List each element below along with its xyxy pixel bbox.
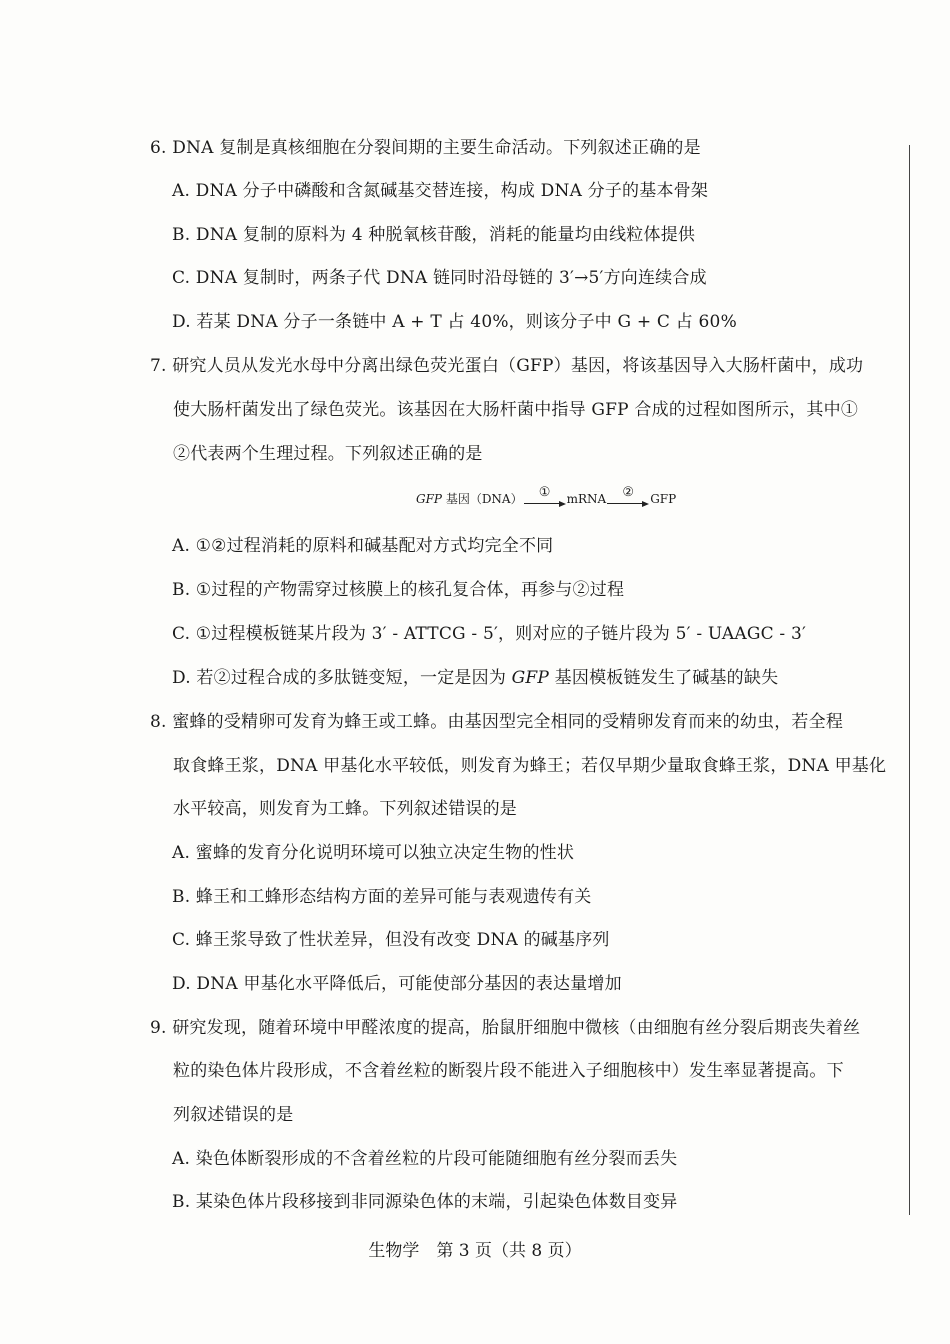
q7-stem-line1: 7. 研究人员从发光水母中分离出绿色荧光蛋白（GFP）基因，将该基因导入大肠杆菌中，成功 <box>150 356 864 376</box>
q6-option-d: D. 若某 DNA 分子一条链中 A + T 占 40%，则该分子中 G + C 占 60% <box>172 312 737 332</box>
q7-process-diagram <box>416 485 677 516</box>
page-footer: 生物学 第 3 页（共 8 页） <box>368 1241 582 1261</box>
formula-mrna: mRNA <box>566 492 607 506</box>
formula-arrow-2 <box>607 485 649 507</box>
q7-option-d-prefix: D. 若②过程合成的多肽链变短，一定是因为 <box>172 668 512 688</box>
q6-stem: 6. DNA 复制是真核细胞在分裂间期的主要生命活动。下列叙述正确的是 <box>150 138 701 158</box>
q8-option-d: D. DNA 甲基化水平降低后，可能使部分基因的表达量增加 <box>172 974 622 994</box>
q8-option-b: B. 蜂王和工蜂形态结构方面的差异可能与表观遗传有关 <box>172 887 592 907</box>
q9-stem-line3: 列叙述错误的是 <box>173 1105 294 1125</box>
q7-stem-line2: 使大肠杆菌发出了绿色荧光。该基因在大肠杆菌中指导 GFP 合成的过程如图所示，其中① <box>173 400 859 420</box>
q7-option-d <box>172 667 778 689</box>
q7-option-d-suffix: 基因模板链发生了碱基的缺失 <box>549 668 779 688</box>
q8-stem-line2: 取食蜂王浆，DNA 甲基化水平较低，则发育为蜂王；若仅早期少量取食蜂王浆，DNA 甲基化 <box>173 756 887 776</box>
q9-option-b: B. 某染色体片段移接到非同源染色体的末端，引起染色体数目变异 <box>172 1192 678 1212</box>
q6-option-a: A. DNA 分子中磷酸和含氮碱基交替连接，构成 DNA 分子的基本骨架 <box>172 181 709 201</box>
formula-step-2: ② <box>622 485 635 500</box>
q8-option-a: A. 蜜蜂的发育分化说明环境可以独立决定生物的性状 <box>172 843 575 863</box>
q7-stem-line3: ②代表两个生理过程。下列叙述正确的是 <box>173 444 483 464</box>
q9-stem-line1: 9. 研究发现，随着环境中甲醛浓度的提高，胎鼠肝细胞中微核（由细胞有丝分裂后期丧失着丝 <box>150 1018 861 1038</box>
q6-option-b: B. DNA 复制的原料为 4 种脱氧核苷酸，消耗的能量均由线粒体提供 <box>172 225 696 245</box>
q8-stem-line3: 水平较高，则发育为工蜂。下列叙述错误的是 <box>173 799 517 819</box>
q7-option-a: A. ①②过程消耗的原料和碱基配对方式均完全不同 <box>172 536 554 556</box>
q6-option-c: C. DNA 复制时，两条子代 DNA 链同时沿母链的 3′→5′方向连续合成 <box>172 268 707 288</box>
q7-option-d-gene: GFP <box>511 668 550 688</box>
formula-product: GFP <box>650 492 677 506</box>
q8-option-c: C. 蜂王浆导致了性状差异，但没有改变 DNA 的碱基序列 <box>172 930 610 950</box>
formula-arrow-1 <box>524 485 566 507</box>
q7-option-b: B. ①过程的产物需穿过核膜上的核孔复合体，再参与②过程 <box>172 580 625 600</box>
q7-option-c: C. ①过程模板链某片段为 3′ - ATTCG - 5′，则对应的子链片段为 5′ - UAAGC - 3′ <box>172 624 807 644</box>
formula-gene: GFP <box>416 492 442 506</box>
margin-rule <box>909 145 910 1215</box>
q9-option-a: A. 染色体断裂形成的不含着丝粒的片段可能随细胞有丝分裂而丢失 <box>172 1149 678 1169</box>
q9-stem-line2: 粒的染色体片段形成，不含着丝粒的断裂片段不能进入子细胞核中）发生率显著提高。下 <box>173 1061 844 1081</box>
q8-stem-line1: 8. 蜜蜂的受精卵可发育为蜂王或工蜂。由基因型完全相同的受精卵发育而来的幼虫，若全程 <box>150 712 844 732</box>
formula-step-1: ① <box>538 485 551 500</box>
formula-gene-suffix: 基因（DNA） <box>442 492 523 506</box>
